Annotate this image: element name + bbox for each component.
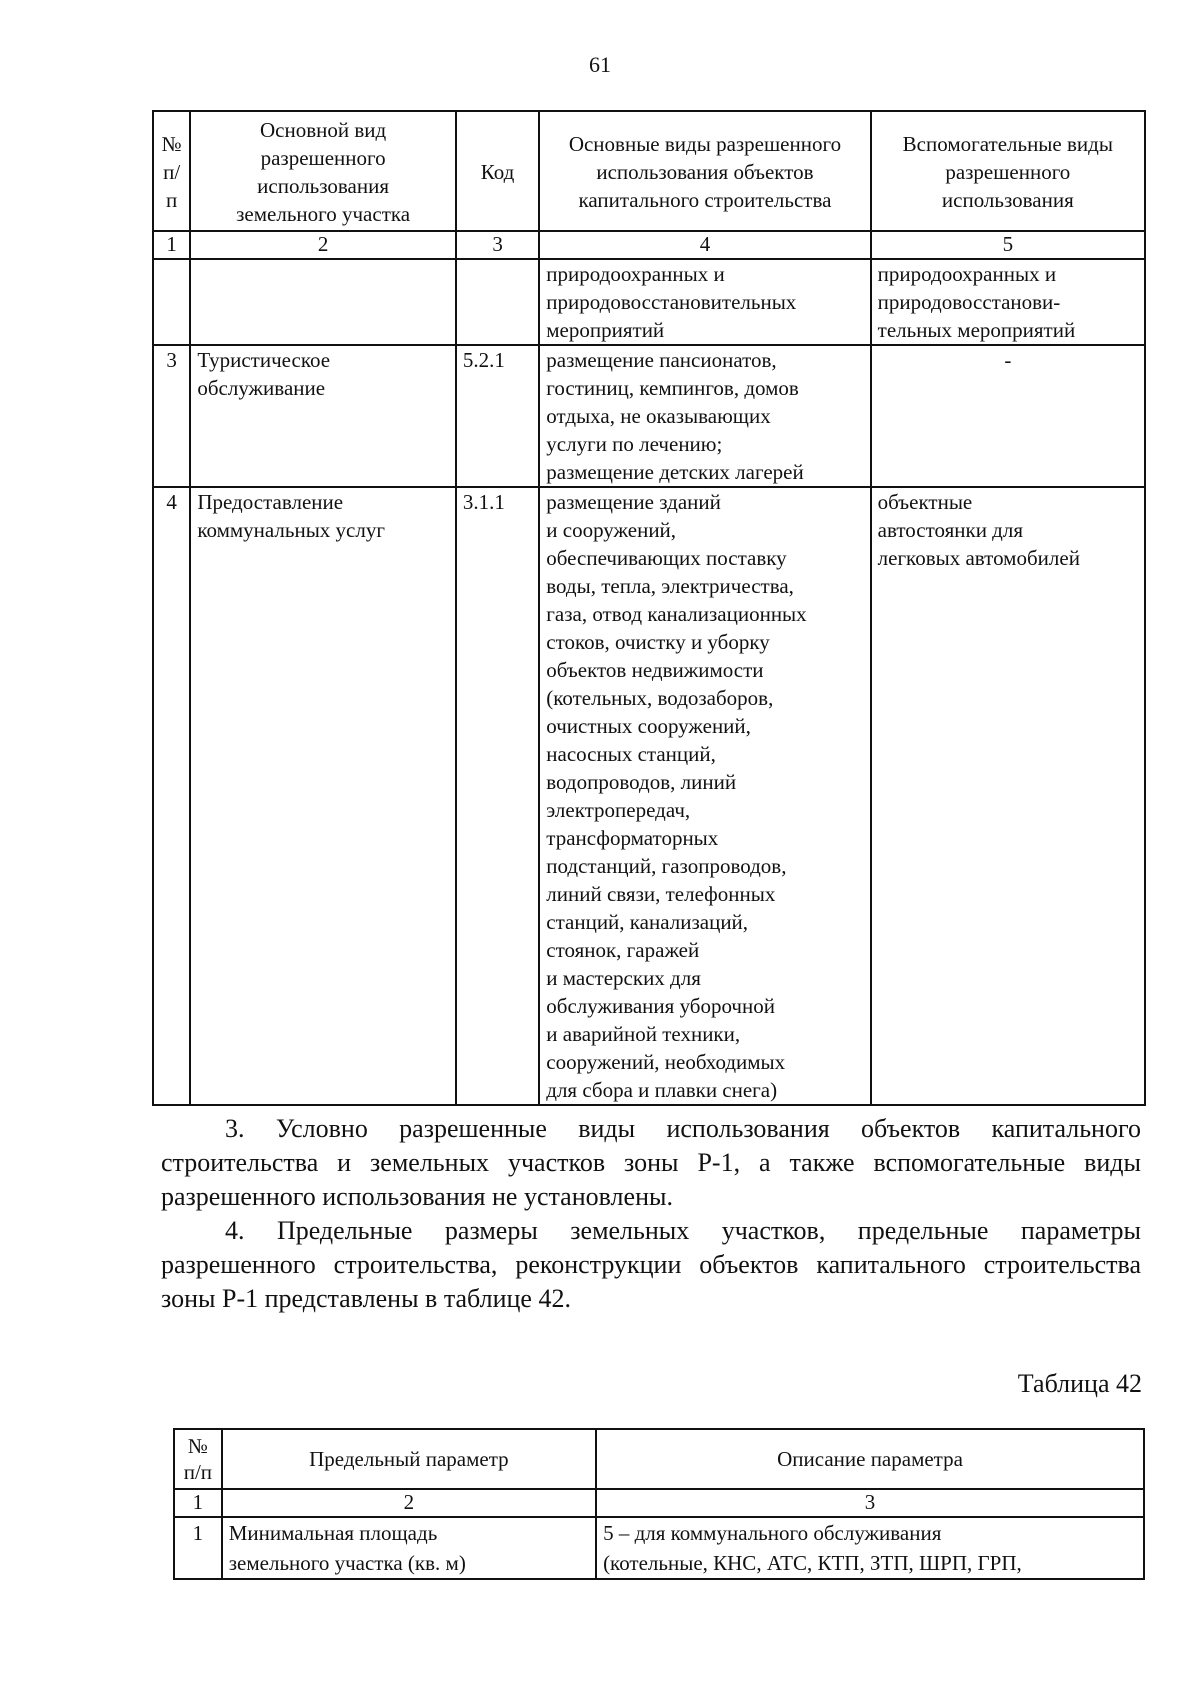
paragraph-text: 4. Предельные размеры земельных участков, предельные параметры разрешенного строительства, реконструкции объектов капитального строительства зоны Р-1 представлены в таблице 42.: [161, 1216, 1141, 1313]
row-number: 1: [174, 1517, 222, 1579]
row-kind: Туристическое обслуживание: [190, 345, 456, 487]
column-number: 2: [190, 231, 456, 259]
row-parameter: Минимальная площадь земельного участка (кв. м): [222, 1517, 596, 1579]
row-main-uses: размещение пансионатов, гостиниц, кемпингов, домов отдыха, не оказывающих услуги по лечению; размещение детских лагерей: [539, 345, 870, 487]
paragraph-text: 3. Условно разрешенные виды использования объектов капитального строительства и земельных участков зоны Р-1, а также вспомогательные виды разрешенного использования не установлены.: [161, 1114, 1141, 1211]
row-description: 5 – для коммунального обслуживания (котельные, КНС, АТС, КТП, ЗТП, ШРП, ГРП,: [596, 1517, 1144, 1579]
row-number: 3: [153, 345, 190, 487]
row-main-uses: природоохранных и природовосстановительных мероприятий: [539, 259, 870, 345]
table-header-row: [174, 1429, 1144, 1489]
row-auxiliary-uses: -: [871, 345, 1145, 487]
header-parameter: Предельный параметр: [222, 1429, 596, 1489]
column-number: 1: [153, 231, 190, 259]
page-number: 61: [589, 52, 611, 77]
row-code: [456, 259, 539, 345]
row-number: [153, 259, 190, 345]
column-number: 3: [456, 231, 539, 259]
row-kind: Предоставление коммунальных услуг: [190, 487, 456, 1105]
table-header-row: [153, 111, 1145, 231]
column-number: 5: [871, 231, 1145, 259]
table-row: [174, 1517, 1144, 1579]
header-number: № п/п: [174, 1429, 222, 1489]
header-number: № п/п: [153, 111, 190, 231]
row-auxiliary-uses: природоохранных и природовосстанови- тельных мероприятий: [871, 259, 1145, 345]
row-code: 5.2.1: [456, 345, 539, 487]
table-row: [153, 487, 1145, 1105]
column-number: 3: [596, 1489, 1144, 1517]
row-number: 4: [153, 487, 190, 1105]
column-number-row: [174, 1489, 1144, 1517]
column-number: 2: [222, 1489, 596, 1517]
column-number-row: [153, 231, 1145, 259]
header-code: Код: [456, 111, 539, 231]
header-main-kind: Основной вид разрешенного использования земельного участка: [190, 111, 456, 231]
limit-parameters-table: [173, 1428, 1145, 1580]
column-number: 4: [539, 231, 870, 259]
row-code: 3.1.1: [456, 487, 539, 1105]
header-description: Описание параметра: [596, 1429, 1144, 1489]
header-auxiliary-uses: Вспомогательные виды разрешенного использования: [871, 111, 1145, 231]
paragraph-4: [161, 1214, 1141, 1316]
row-auxiliary-uses: объектные автостоянки для легковых автомобилей: [871, 487, 1145, 1105]
paragraph-3: [161, 1112, 1141, 1214]
table-row: [153, 259, 1145, 345]
header-main-uses: Основные виды разрешенного использования объектов капитального строительства: [539, 111, 870, 231]
table-row: [153, 345, 1145, 487]
column-number: 1: [174, 1489, 222, 1517]
table-caption: Таблица 42: [1017, 1369, 1142, 1398]
row-kind: [190, 259, 456, 345]
row-main-uses: размещение зданий и сооружений, обеспечивающих поставку воды, тепла, электричества, газа, отвод канализационных стоков, очистку и уборку объектов недвижимости (котельных, водозаборов, очистных сооружений, насосных станций, водопроводов, линий электропередач, трансформаторных подстанций, газопроводов, линий связи, телефонных станций, канализаций, стоянок, гаражей и мастерских для обслуживания уборочной и аварийной техники, сооружений, необходимых для сбора и плавки снега): [539, 487, 870, 1105]
land-use-table: [152, 110, 1146, 1106]
